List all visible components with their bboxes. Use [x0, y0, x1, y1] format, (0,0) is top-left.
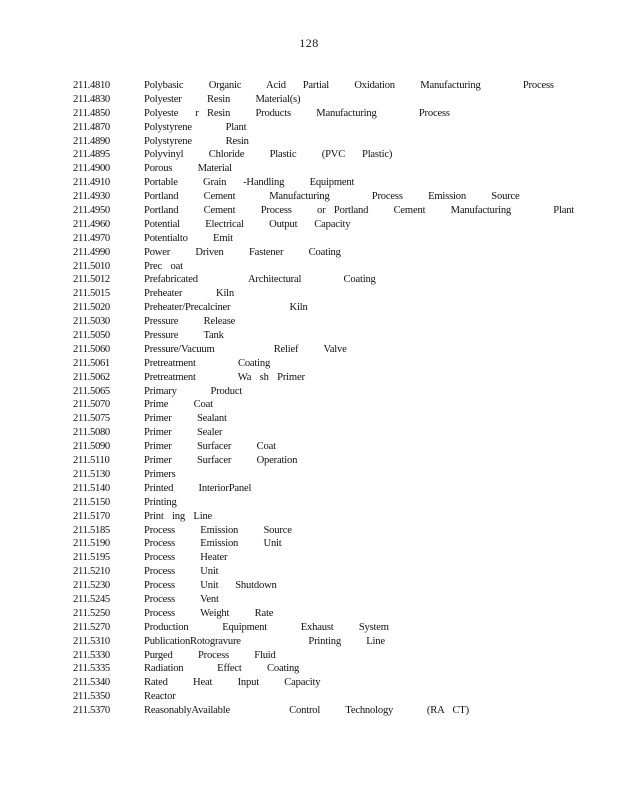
definition-row: [73, 385, 574, 399]
defined-term: Primer Surfacer Operation: [144, 455, 298, 467]
defined-term: Prec oat: [144, 260, 183, 272]
section-number: 211.5060: [73, 343, 110, 355]
section-number: 211.5335: [73, 663, 110, 675]
defined-term: Polystyrene Resin: [144, 135, 249, 147]
defined-term: Printed InteriorPanel: [144, 482, 252, 494]
defined-term: Portable Grain -Handling Equipment: [144, 177, 355, 189]
defined-term: Pretreatment Wa sh Primer: [144, 371, 305, 383]
defined-term: Polybasic Organic Acid Partial Oxidation Manufacturing Process: [144, 80, 554, 91]
definition-row: [73, 218, 574, 232]
section-number: 211.5195: [73, 552, 110, 564]
defined-term: Preheater/Precalciner Kiln: [144, 302, 308, 314]
section-number: 211.4950: [73, 205, 110, 217]
definition-row: [73, 357, 574, 371]
definition-row: [73, 79, 574, 93]
section-number: 211.4970: [73, 232, 110, 244]
section-number: 211.4890: [73, 135, 110, 147]
section-number: 211.5150: [73, 496, 110, 508]
defined-term: Primer Sealant: [144, 413, 227, 425]
section-number: 211.5330: [73, 649, 110, 661]
section-number: 211.5130: [73, 468, 110, 480]
section-number: 211.5020: [73, 302, 110, 314]
definition-row: [73, 371, 574, 385]
definition-row: [73, 148, 574, 162]
defined-term: Polystyrene Plant: [144, 121, 247, 133]
defined-term: Process Unit: [144, 566, 219, 578]
definition-row: [73, 301, 574, 315]
section-number: 211.5245: [73, 593, 110, 605]
defined-term: Production Equipment Exhaust System: [144, 621, 389, 633]
definition-row: [73, 482, 574, 496]
defined-term: Purged Process Fluid: [144, 649, 276, 661]
definition-row: [73, 107, 574, 121]
section-number: 211.5350: [73, 691, 110, 703]
defined-term: Potential Electrical Output Capacity: [144, 218, 351, 230]
definition-row: [73, 162, 574, 176]
definition-row: [73, 121, 574, 135]
definition-row: [73, 412, 574, 426]
defined-term: Radiation Effect Coating: [144, 663, 300, 675]
section-number: 211.4960: [73, 218, 110, 230]
definition-row: [73, 468, 574, 482]
section-number: 211.5140: [73, 482, 110, 494]
defined-term: Prefabricated Architectural Coating: [144, 274, 376, 286]
definition-row: [73, 315, 574, 329]
defined-term: Pressure Tank: [144, 330, 224, 342]
defined-term: Pressure/Vacuum Relief Valve: [144, 343, 347, 355]
section-number: 211.5030: [73, 316, 110, 328]
defined-term: Polyester Resin Material(s): [144, 93, 301, 105]
section-number: 211.4895: [73, 149, 110, 161]
definition-row: [73, 662, 574, 676]
definition-row: [73, 621, 574, 635]
section-number: 211.5170: [73, 510, 110, 522]
defined-term: Potentialto Emit: [144, 232, 233, 244]
definition-row: [73, 635, 574, 649]
section-number: 211.5010: [73, 260, 110, 272]
page-number: 128: [299, 36, 319, 50]
section-number: 211.4930: [73, 191, 110, 203]
section-number: 211.4990: [73, 246, 110, 258]
defined-term: Process Heater: [144, 552, 228, 564]
definition-row: [73, 579, 574, 593]
definition-row: [73, 246, 574, 260]
defined-term: Primary Product: [144, 385, 243, 397]
defined-term: Pretreatment Coating: [144, 357, 271, 369]
section-number: 211.5062: [73, 371, 110, 383]
section-number: 211.5310: [73, 635, 110, 647]
definition-row: [73, 565, 574, 579]
definition-row: [73, 135, 574, 149]
defined-term: Portland Cement Process or Portland Cement Manufacturing Plant: [144, 205, 575, 217]
defined-term: Primer Surfacer Coat: [144, 441, 276, 453]
definition-row: [73, 690, 574, 704]
definition-row: [73, 398, 574, 412]
defined-term: Process Emission Unit: [144, 538, 282, 550]
definition-row: [73, 551, 574, 565]
section-number: 211.5230: [73, 580, 110, 592]
defined-term: PublicationRotogravure Printing Line: [144, 635, 385, 647]
section-number: 211.4850: [73, 107, 110, 119]
section-number: 211.5075: [73, 413, 110, 425]
defined-term: Porous Material: [144, 163, 232, 175]
defined-term: Process Weight Rate: [144, 607, 274, 619]
defined-term: ReasonablyAvailable Control Technology (RA CT): [144, 705, 469, 717]
section-number: 211.5070: [73, 399, 110, 411]
definition-row: [73, 649, 574, 663]
definition-row: [73, 537, 574, 551]
section-number: 211.4830: [73, 93, 110, 105]
definition-row: [73, 190, 574, 204]
section-number: 211.4810: [73, 80, 110, 91]
defined-term: Pressure Release: [144, 316, 236, 328]
definition-row: [73, 704, 574, 718]
section-number: 211.4870: [73, 121, 110, 133]
defined-term: Preheater Kiln: [144, 288, 235, 300]
definition-row: [73, 426, 574, 440]
defined-term: Rated Heat Input Capacity: [144, 677, 321, 689]
defined-term: Printing: [144, 496, 177, 508]
defined-term: Process Vent: [144, 593, 219, 605]
definition-row: [73, 676, 574, 690]
definition-row: [73, 260, 574, 274]
definition-row: [73, 510, 574, 524]
definition-row: [73, 343, 574, 357]
section-number: 211.5185: [73, 524, 110, 536]
defined-term: Prime Coat: [144, 399, 213, 411]
section-number: 211.4910: [73, 177, 110, 189]
defined-term: Power Driven Fastener Coating: [144, 246, 341, 258]
section-number: 211.5050: [73, 330, 110, 342]
defined-term: Polyvinyl Chloride Plastic (PVC Plastic): [144, 149, 393, 161]
definition-row: [73, 454, 574, 468]
definition-row: [73, 273, 574, 287]
defined-term: Print ing Line: [144, 510, 213, 522]
definition-row: [73, 93, 574, 107]
section-number: 211.5012: [73, 274, 110, 286]
section-number: 211.4900: [73, 163, 110, 175]
definition-row: [73, 593, 574, 607]
section-number: 211.5210: [73, 566, 110, 578]
definition-row: [73, 524, 574, 538]
defined-term: Primer Sealer: [144, 427, 223, 439]
definition-list: [73, 79, 574, 718]
definition-row: [73, 232, 574, 246]
definition-row: [73, 287, 574, 301]
defined-term: Polyeste r Resin Products Manufacturing Process: [144, 107, 450, 119]
section-number: 211.5090: [73, 441, 110, 453]
defined-term: Reactor: [144, 691, 176, 703]
definition-row: [73, 204, 574, 218]
defined-term: Process Emission Source: [144, 524, 292, 536]
section-number: 211.5061: [73, 357, 110, 369]
section-number: 211.5080: [73, 427, 110, 439]
definition-row: [73, 607, 574, 621]
section-number: 211.5190: [73, 538, 110, 550]
section-number: 211.5065: [73, 385, 110, 397]
section-number: 211.5250: [73, 607, 110, 619]
section-number: 211.5340: [73, 677, 110, 689]
section-number: 211.5370: [73, 705, 110, 717]
section-number: 211.5270: [73, 621, 110, 633]
section-number: 211.5015: [73, 288, 110, 300]
definition-row: [73, 440, 574, 454]
defined-term: Primers: [144, 468, 176, 480]
section-number: 211.5110: [73, 455, 110, 467]
definition-row: [73, 329, 574, 343]
defined-term: Portland Cement Manufacturing Process Emission Source: [144, 191, 520, 203]
definition-row: [73, 176, 574, 190]
defined-term: Process Unit Shutdown: [144, 580, 277, 592]
definition-row: [73, 496, 574, 510]
